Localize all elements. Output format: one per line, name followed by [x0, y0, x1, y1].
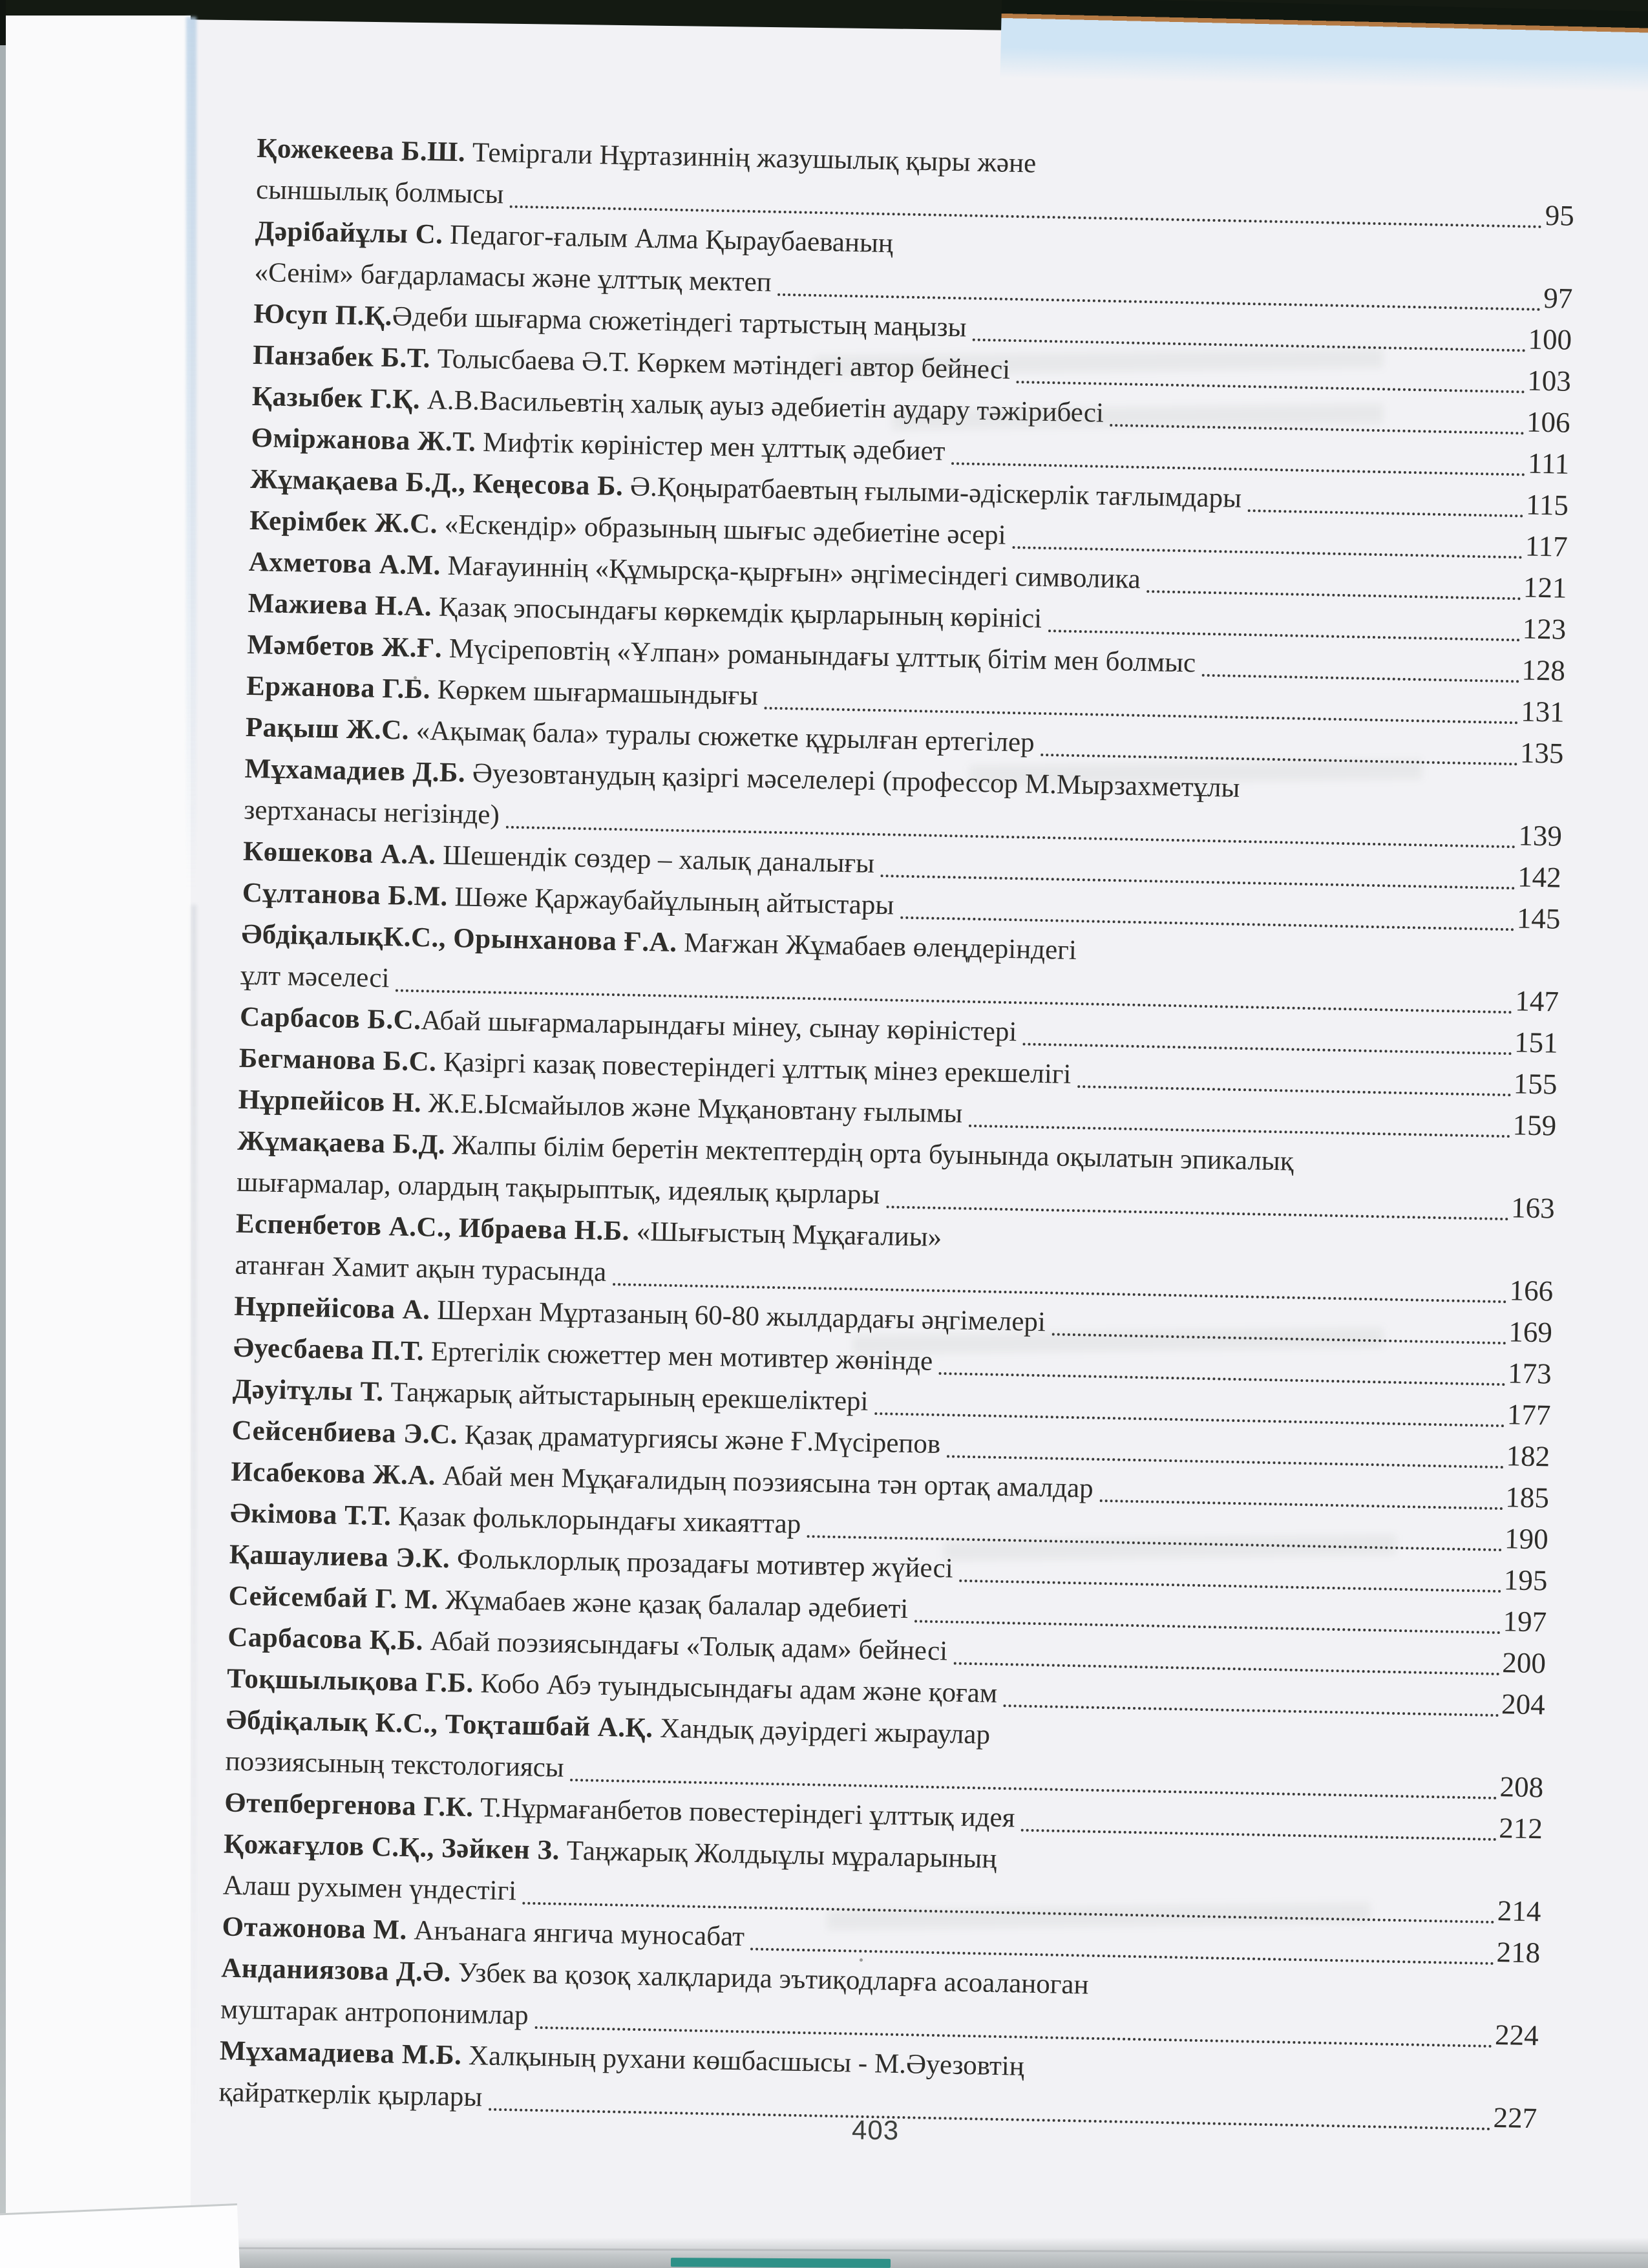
entry-authors: Қожағұлов С.Қ., Зәйкен З.	[223, 1828, 560, 1866]
entry-title: Нұрпейісов Н. Ж.Е.Ысмайылов және Мұқановтану ғылымы	[238, 1084, 963, 1129]
entry-title: Юсуп П.Қ.Әдеби шығарма сюжетіндегі тартыстың маңызы	[253, 298, 967, 343]
entry-authors: Отажонова М.	[222, 1911, 408, 1946]
entry-page-number: 182	[1506, 1439, 1550, 1473]
entry-page-number: 100	[1528, 323, 1572, 356]
entry-title: Отажонова М. Анъанага янгича муносабат	[222, 1911, 745, 1953]
entry-page-number: 166	[1509, 1274, 1554, 1308]
entry-title: Қазыбек Г.Қ. А.В.Васильевтің халық ауыз әдебиетін аудару тәжірибесі	[251, 381, 1104, 429]
entry-page-number: 169	[1508, 1315, 1553, 1349]
entry-authors: Нұрпейісов Н.	[238, 1084, 422, 1119]
entry-title-line1: Жұмақаева Б.Д. Жалпы білім беретін мектептердің орта буынында оқылатын эпикалық	[237, 1125, 1294, 1177]
entry-title-line2: ұлт мәселесі	[240, 960, 390, 994]
entry-page-number: 135	[1519, 736, 1564, 770]
entry-authors: Сарбасов Б.С.	[239, 1001, 421, 1036]
entry-page-number: 218	[1496, 1936, 1541, 1969]
entry-authors: Жұмақаева Б.Д.	[237, 1125, 446, 1160]
dotted-leader	[1041, 754, 1517, 765]
dotted-leader	[969, 1125, 1510, 1138]
entry-title: Әкімова Т.Т. Қазак фольклорындағы хикаяттар	[229, 1498, 801, 1540]
dotted-leader	[1004, 1704, 1499, 1717]
dotted-leader	[489, 2108, 1490, 2130]
entry-page-number: 208	[1499, 1770, 1544, 1804]
entry-title: Сейсембай Г. М. Жұмабаев және қазақ балалар әдебиеті	[228, 1580, 909, 1625]
entry-authors: Нұрпейісова А.	[233, 1291, 430, 1326]
entry-page-number: 197	[1503, 1605, 1547, 1638]
entry-title-line2: сыншылық болмысы	[255, 174, 504, 210]
entry-title-line1: ӘбдіқалықК.С., Орынханова Ғ.А. Мағжан Жұмабаев өлеңдеріндегі	[241, 918, 1077, 966]
entry-authors: Анданиязова Д.Ә.	[220, 1953, 452, 1988]
entry-authors: Қазыбек Г.Қ.	[251, 381, 421, 416]
entry-authors: Мұхамадиева М.Б.	[219, 2035, 462, 2071]
entry-title: Бегманова Б.С. Қазіргі казақ повестеріндегі ұлттық мінез ерекшелігі	[238, 1043, 1072, 1090]
entry-page-number: 95	[1545, 198, 1575, 232]
dotted-leader	[1023, 1043, 1512, 1055]
entry-page-number: 142	[1517, 860, 1562, 894]
entry-title-line2: «Сенім» бағдарламасы және ұлттық мектеп	[254, 257, 772, 298]
entry-page-number: 227	[1493, 2101, 1537, 2135]
entry-authors: Еспенбетов А.С., Ибраева Н.Б.	[235, 1208, 630, 1247]
entry-authors: Жұмақаева Б.Д., Кеңесова Б.	[249, 463, 624, 502]
entry-page-number: 131	[1520, 695, 1565, 728]
dotted-leader	[1021, 1829, 1496, 1841]
entry-title-line2: поэзиясының текстологиясы	[225, 1746, 565, 1783]
entry-title-line1: Дәрібайұлы С. Педагог-ғалым Алма Қыраубаеваның	[255, 215, 894, 259]
book-spine-edge	[0, 0, 6, 2268]
dotted-leader	[1146, 590, 1520, 600]
entry-title: Ержанова Г.Б. Көркем шығармашындығы	[246, 670, 759, 712]
entry-page-number: 173	[1507, 1357, 1552, 1390]
entry-authors: Ержанова Г.Б.	[246, 670, 431, 705]
entry-title: Рақыш Ж.С. «Ақымақ бала» туралы сюжетке құрылған ертегілер	[245, 712, 1035, 758]
entry-title: Қашаулиева Э.К. Фольклорлық прозадағы мотивтер жүйесі	[229, 1539, 954, 1584]
entry-title-line1: Қожекеева Б.Ш. Теміргали Нұртазиннің жазушылық қыры және	[256, 132, 1037, 179]
page-fold-shadow	[191, 905, 196, 2133]
entry-title-line1: Қожағұлов С.Қ., Зәйкен З. Таңжарық Жолдыұлы мұраларының	[223, 1828, 997, 1874]
entry-authors: Тоқшылықова Г.Б.	[226, 1663, 474, 1699]
entry-page-number: 177	[1506, 1398, 1551, 1432]
dotted-leader	[1012, 546, 1522, 558]
entry-authors: Дәуітұлы Т.	[232, 1373, 385, 1408]
entry-title: Сарбасова Қ.Б. Абай поэзиясындағы «Толық адам» бейнесі	[227, 1622, 948, 1667]
entry-authors: Әуесбаева П.Т.	[233, 1332, 425, 1367]
entry-authors: Керімбек Ж.С.	[249, 505, 438, 540]
entry-authors: Сарбасова Қ.Б.	[227, 1622, 424, 1657]
dotted-leader	[954, 1662, 1499, 1676]
entry-authors: Сейсенбиева Э.С.	[231, 1415, 458, 1450]
entry-page-number: 204	[1501, 1688, 1546, 1721]
entry-title-line2: шығармалар, олардың тақырыптық, идеялық қырлары	[236, 1167, 880, 1211]
entry-title: Көшекова А.А. Шешендік сөздер – халық даналығы	[242, 836, 875, 879]
entry-page-number: 117	[1525, 529, 1569, 563]
entry-page-number: 200	[1501, 1646, 1547, 1680]
entry-title: Әуесбаева П.Т. Ертегілік сюжеттер мен мотивтер жөнінде	[233, 1332, 933, 1377]
entry-page-number: 97	[1543, 281, 1573, 315]
entry-page-number: 214	[1497, 1894, 1541, 1928]
entry-page-number: 190	[1504, 1522, 1549, 1556]
entry-title-line2: муштарак антропонимлар	[220, 1994, 529, 2031]
entry-authors: Юсуп П.Қ.	[253, 298, 393, 332]
entry-authors: Дәрібайұлы С.	[255, 215, 443, 250]
entry-authors: Сұлтанова Б.М.	[242, 877, 449, 912]
entry-title: Нұрпейісова А. Шерхан Мұртазаның 60-80 жылдардағы әңгімелері	[233, 1291, 1046, 1338]
entry-title-line2: атанған Хамит ақын турасында	[235, 1249, 607, 1288]
entry-title: Мажиева Н.А. Қазақ эпосындағы көркемдік қырларының көрінісі	[248, 588, 1042, 634]
entry-authors: Өтепбергенова Г.К.	[224, 1787, 474, 1823]
entry-authors: Қашаулиева Э.К.	[229, 1539, 450, 1574]
entry-title: Сұлтанова Б.М. Шөже Қаржаубайұлының айтыстары	[242, 877, 894, 921]
entry-page-number: 163	[1510, 1191, 1556, 1225]
page-fold-crease	[186, 17, 196, 986]
entry-authors: Рақыш Ж.С.	[245, 712, 410, 746]
entry-page-number: 121	[1523, 571, 1567, 604]
entry-title-line1: Мұхамадиев Д.Б. Әуезовтанудың қазіргі мәселелері (профессор М.Мырзахметұлы	[244, 753, 1240, 803]
footer-page-number: 403	[851, 2114, 900, 2146]
entry-authors: ӘбдіқалықК.С., Орынханова Ғ.А.	[241, 918, 677, 958]
entry-authors: Панзабек Б.Т.	[252, 339, 431, 374]
entry-page-number: 103	[1527, 364, 1572, 397]
dotted-leader	[1110, 424, 1524, 435]
dotted-leader	[1017, 381, 1525, 393]
dotted-leader	[1248, 509, 1523, 517]
entry-title: Исабекова Ж.А. Абай мен Мұқағалидың поэзиясына тән ортақ амалдар	[230, 1456, 1094, 1504]
entry-title-line2: қайраткерлік қырлары	[218, 2077, 483, 2113]
entry-title-line1: Анданиязова Д.Ә. Узбек ва қозоқ халқларида эътиқодларға асоаланоган	[220, 1953, 1089, 2000]
entry-page-number: 128	[1521, 653, 1566, 687]
entry-authors: Көшекова А.А.	[242, 836, 436, 871]
entry-title: Жұмақаева Б.Д., Кеңесова Б. Ә.Қоңыратбаевтың ғылыми-әдіскерлік тағлымдары	[249, 463, 1242, 514]
entry-authors: Бегманова Б.С.	[238, 1043, 437, 1077]
entry-page-number: 145	[1516, 902, 1561, 935]
entry-title-line1: Мұхамадиева М.Б. Халқының рухани көшбасшысы - М.Әуезовтің	[219, 2035, 1025, 2082]
entry-page-number: 212	[1498, 1812, 1543, 1845]
entry-title: Панзабек Б.Т. Толысбаева Ә.Т. Көркем мәтіндегі автор бейнесі	[252, 339, 1011, 385]
entry-page-number: 123	[1522, 612, 1567, 646]
bottom-left-page-corners	[0, 2203, 241, 2268]
entry-authors: Мәмбетов Ж.Ғ.	[246, 629, 443, 664]
entry-page-number: 115	[1525, 488, 1569, 522]
entry-title-line1: Еспенбетов А.С., Ибраева Н.Б. «Шығыстың Мұқағалиы»	[235, 1208, 942, 1253]
entry-page-number: 185	[1505, 1481, 1550, 1514]
entry-authors: Ахметова А.М.	[248, 546, 441, 581]
entry-page-number: 106	[1526, 405, 1570, 439]
entry-page-number: 224	[1494, 2019, 1539, 2052]
entry-page-number: 195	[1503, 1563, 1548, 1597]
entry-title: Мәмбетов Ж.Ғ. Мүсіреповтің «Ұлпан» романындағы ұлттық бітім мен болмыс	[246, 629, 1196, 679]
entry-page-number: 147	[1514, 984, 1559, 1018]
dotted-leader	[1099, 1500, 1503, 1510]
dotted-leader	[1202, 674, 1519, 683]
entry-authors: Мұхамадиев Д.Б.	[244, 753, 466, 789]
entry-title-line2: зертханасы негізінде)	[243, 794, 500, 831]
entry-authors: Исабекова Ж.А.	[230, 1456, 436, 1491]
dotted-leader	[1051, 1333, 1506, 1344]
dotted-leader	[1048, 630, 1520, 641]
entry-page-number: 139	[1517, 819, 1563, 853]
entry-authors: Өміржанова Ж.Т.	[251, 422, 476, 458]
entry-authors: Сейсембай Г. М.	[228, 1580, 439, 1615]
entry-title: Дәуітұлы Т. Таңжарық айтыстарының ерекшеліктері	[232, 1373, 869, 1417]
entry-title: Өтепбергенова Г.К. Т.Нұрмағанбетов повестеріндегі ұлттық идея	[224, 1787, 1015, 1834]
entry-title: Тоқшылықова Г.Б. Кобо Абэ туындысындағы адам және қоғам	[226, 1663, 998, 1709]
page-curl-top-right	[1000, 0, 1648, 96]
entry-page-number: 159	[1512, 1108, 1557, 1142]
entry-title: Өміржанова Ж.Т. Мифтік көріністер мен ұлттық әдебиет	[251, 422, 945, 467]
toc-list	[218, 128, 1576, 2139]
entry-authors: Қожекеева Б.Ш.	[256, 132, 466, 168]
entry-title: Сарбасов Б.С.Абай шығармаларындағы мінеу, сынау көріністері	[239, 1001, 1017, 1048]
entry-title-line2: Алаш рухымен үндестігі	[222, 1870, 517, 1907]
entry-title: Ахметова А.М. Мағауиннің «Құмырсқа-қырғын» әңгімесіндегі символика	[248, 546, 1141, 595]
entry-title: Керімбек Ж.С. «Ескендір» образының шығыс әдебиетіне әсері	[249, 505, 1007, 551]
entry-title: Сейсенбиева Э.С. Қазақ драматургиясы және Ғ.Мүсірепов	[231, 1415, 941, 1460]
entry-authors: Әбдіқалық К.С., Тоқташбай А.Қ.	[226, 1704, 653, 1744]
under-page-edge	[6, 16, 191, 2268]
entry-page-number: 155	[1513, 1067, 1558, 1101]
dotted-leader	[1077, 1085, 1511, 1096]
entry-authors: Әкімова Т.Т.	[229, 1498, 392, 1532]
entry-authors: Мажиева Н.А.	[248, 588, 432, 622]
teal-book-edge	[671, 2258, 891, 2268]
entry-page-number: 111	[1527, 447, 1570, 480]
entry-title-line1: Әбдіқалық К.С., Тоқташбай А.Қ. Хандық дәуірдегі жыраулар	[226, 1704, 991, 1750]
entry-page-number: 151	[1514, 1026, 1559, 1059]
dotted-leader	[959, 1580, 1501, 1593]
